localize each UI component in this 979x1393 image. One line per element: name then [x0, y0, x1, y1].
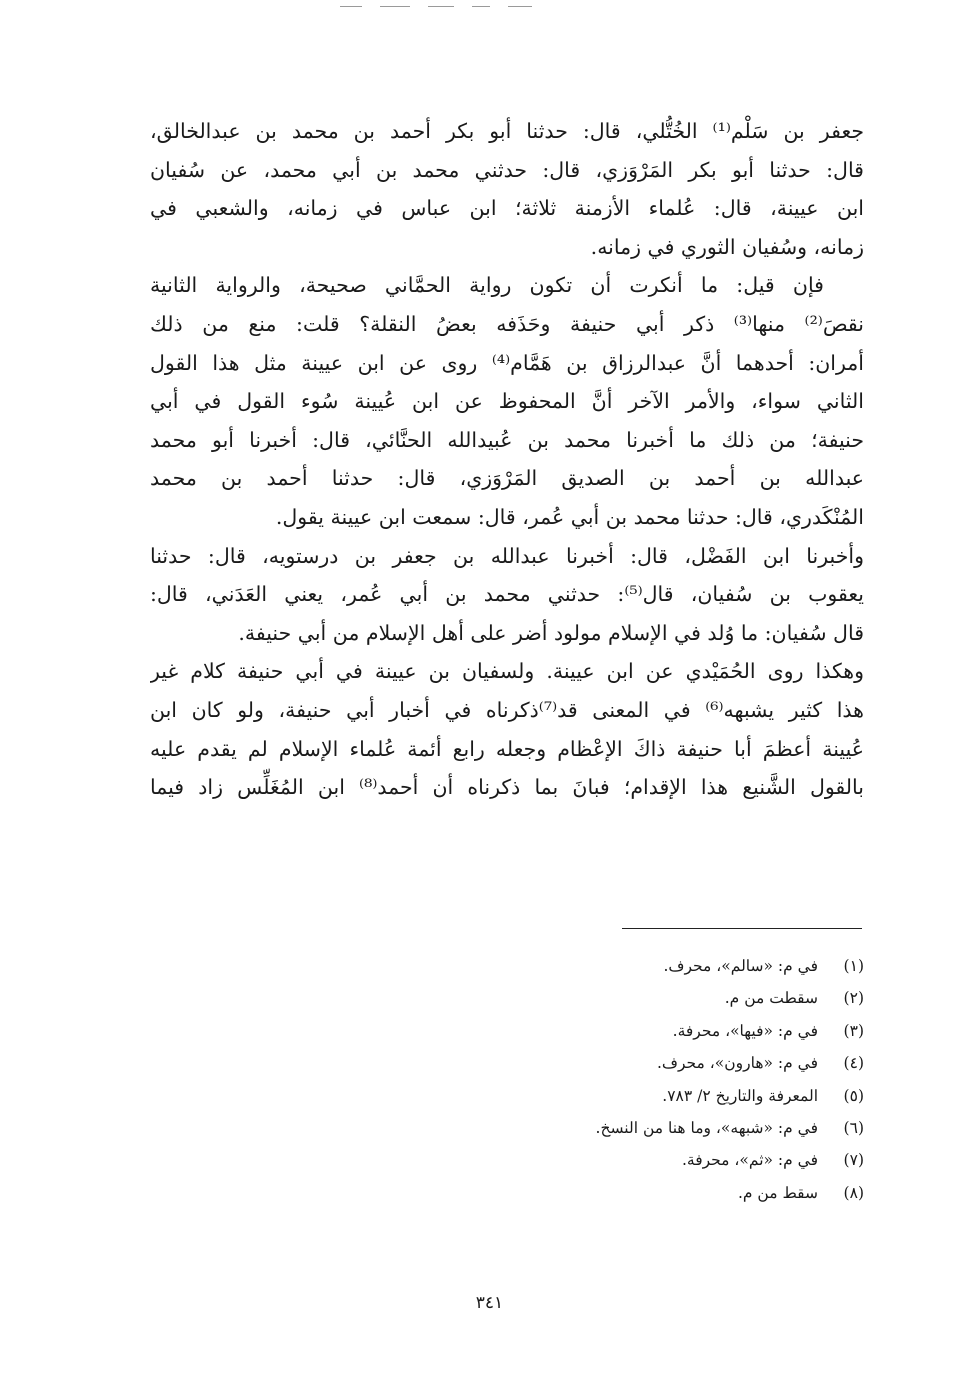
text-line: فإن قيل: ما أنكرت أن تكون رواية الحمَّاني صحيحة، والرواية الثانية: [150, 273, 824, 298]
footnote-text: سقطت من م.: [724, 989, 818, 1008]
footnote-number: (٢): [843, 989, 864, 1008]
footnote: [430, 1177, 864, 1209]
edge-mark: [380, 6, 410, 7]
footnote-number: (٧): [843, 1151, 864, 1170]
text-line: يعقوب بن سُفيان، قال⁽⁵⁾: حدثني محمد بن أبي عُمر، يعني العَدَني، قال:: [150, 582, 864, 607]
top-edge-marks: [340, 4, 560, 8]
footnote-text: في م: «شبهه»، وما هنا من النسخ.: [595, 1118, 818, 1137]
edge-mark: [428, 6, 454, 7]
edge-mark: [340, 6, 362, 7]
text-line: زمانه، وسُفيان الثوري في زمانه.: [590, 234, 864, 259]
footnote: [430, 1080, 864, 1112]
footnote-number: (٤): [843, 1054, 864, 1073]
page-number: ٣٤١: [475, 1293, 504, 1313]
edge-mark: [508, 6, 532, 7]
text-line: عبدالله بن أحمد بن الصديق المَرْوَزي، قال: حدثنا أحمد بن محمد: [150, 466, 864, 491]
footnote-number: (٣): [843, 1021, 864, 1040]
text-line: وأخبرنا ابن الفَضْل، قال: أخبرنا عبدالله بن جعفر بن درستويه، قال: حدثنا: [150, 543, 864, 568]
footnote: [430, 1015, 864, 1047]
footnote: [430, 1047, 864, 1079]
footnote-text: سقط من م.: [737, 1183, 818, 1202]
footnote: [430, 1112, 864, 1144]
text-line: بالقول الشَّنيع هذا الإقدام؛ فبانَ بما ذكرناه أن أحمد⁽⁸⁾ ابن المُغَلِّس زاد فيما: [150, 775, 864, 800]
text-line: هذا كثير يشبهه⁽⁶⁾ في المعنى قد⁽⁷⁾ذكرناه في أخبار أبي حنيفة، ولو كان ابن: [150, 697, 864, 722]
footnote-text: في م: «هارون»، محرف.: [656, 1054, 818, 1073]
footnote: [430, 982, 864, 1014]
footnote-number: (١): [843, 957, 864, 975]
text-line: نقصَ⁽²⁾ منها⁽³⁾ ذكر أبي حنيفة وحَذَفه بعضُ النقلة؟ قلت: منع من ذلك: [150, 311, 864, 336]
footnote-text: في م: «فيها»، محرفة.: [672, 1021, 818, 1040]
footnote: [430, 1144, 864, 1176]
text-line: ابن عيينة، قال: عُلماء الأزمنة ثلاثة؛ ابن عباس في زمانه، والشعبي في: [150, 196, 864, 221]
footnote-text: المعرفة والتاريخ ٢/ ٧٨٣.: [662, 1086, 818, 1105]
footnote-number: (٨): [843, 1183, 864, 1202]
footnote-text: في م: «ثم»، محرفة.: [681, 1151, 818, 1170]
edge-mark: [472, 6, 490, 7]
text-line: جعفر بن سَلْم⁽¹⁾ الخُتُّلي، قال: حدثنا أبو بكر أحمد بن محمد بن عبدالخالق،: [150, 119, 864, 143]
main-text: [150, 112, 864, 807]
text-line: وهكذا روى الحُمَيْدي عن ابن عيينة. ولسفيان بن عيينة في أبي حنيفة كلام غير: [150, 659, 864, 684]
text-line: حنيفة؛ من ذلك ما أخبرنا محمد بن عُبيدالله الحنَّائي، قال: أخبرنا أبو محمد: [150, 427, 864, 452]
footnotes: [430, 950, 864, 1209]
footnote: [430, 950, 864, 982]
text-line: أمران: أحدهما أنَّ عبدالرزاق بن هَمَّام⁽⁴⁾ روى عن ابن عيينة مثل هذا القول: [150, 350, 864, 375]
footnote-number: (٦): [843, 1118, 864, 1137]
footnote-text: في م: «سالم»، محرف.: [663, 957, 818, 975]
text-line: عُيينة أعظمَ أبا حنيفة ذاكَ الإعْظام وجعله رابع أئمة عُلماء الإسلام لم يقدم عليه: [150, 736, 864, 761]
text-line: قال سُفيان: ما وُلد في الإسلام مولود أضر على أهل الإسلام من أبي حنيفة.: [238, 620, 864, 645]
footnote-separator: [622, 928, 862, 929]
footnote-number: (٥): [843, 1086, 864, 1105]
text-line: المُنْكَدري، قال: حدثنا محمد بن أبي عُمر، قال: سمعت ابن عيينة يقول.: [275, 504, 864, 529]
text-line: الثاني سواء، والأمر الآخر أنَّ المحفوظ عن ابن عُيينة سُوء القول في أبي: [150, 389, 864, 414]
text-line: قال: حدثنا أبو بكر المَرْوَزي، قال: حدثني محمد بن أبي محمد، عن سُفيان: [150, 157, 864, 182]
